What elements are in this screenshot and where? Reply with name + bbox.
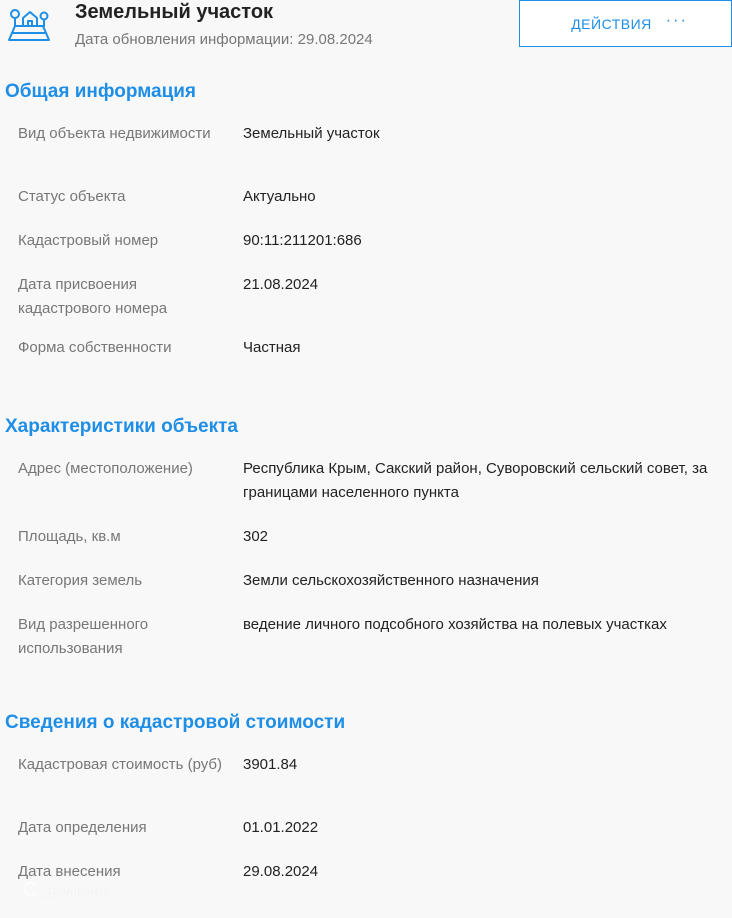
field-label: Категория земель <box>18 572 143 589</box>
watermark <box>22 880 109 902</box>
field-label: Форма собственности <box>18 339 172 356</box>
field-label: Кадастровая стоимость (руб) <box>18 756 223 773</box>
field-value: ведение личного подсобного хозяйства на полевых участках <box>243 616 667 633</box>
actions-button[interactable] <box>519 0 732 47</box>
more-dots-icon: ··· <box>665 11 688 29</box>
field-value: Актуально <box>243 188 316 205</box>
field-value: 3901.84 <box>243 756 298 773</box>
field-value: Республика Крым, Сакский район, Суворовский сельский совет, за границами населенного пункта <box>243 460 708 501</box>
field-label: Адрес (местоположение) <box>18 460 193 477</box>
land-plot-icon <box>6 4 52 44</box>
field-value: 302 <box>243 528 269 545</box>
field-label: Вид объекта недвижимости <box>18 125 211 142</box>
update-date: Дата обновления информации: 29.08.2024 <box>75 31 373 48</box>
field-value: Земельный участок <box>243 125 380 142</box>
field-label: Кадастровый номер <box>18 232 159 249</box>
field-label: Площадь, кв.м <box>18 528 121 545</box>
section-title-characteristics: Характеристики объекта <box>5 416 238 437</box>
actions-button-label: ДЕЙСТВИЯ <box>571 15 652 32</box>
field-label: Дата присвоения кадастрового номера <box>18 276 168 317</box>
field-value: 90:11:211201:686 <box>243 232 362 249</box>
field-label: Статус объекта <box>18 188 126 205</box>
field-label: Дата внесения <box>18 863 121 880</box>
field-value: Земли сельскохозяйственного назначения <box>243 572 539 589</box>
section-title-general: Общая информация <box>5 81 197 102</box>
page-header <box>0 0 732 60</box>
field-label: Вид разрешенного использования <box>18 616 149 657</box>
field-value: 21.08.2024 <box>243 276 319 293</box>
section-title-cadastral-value: Сведения о кадастровой стоимости <box>5 712 346 733</box>
watermark-text: Домклик <box>44 882 109 900</box>
field-value: 29.08.2024 <box>243 863 319 880</box>
field-label: Дата определения <box>18 819 147 836</box>
page-title: Земельный участок <box>75 1 274 23</box>
field-value: 01.01.2022 <box>243 819 319 836</box>
field-value: Частная <box>243 339 301 356</box>
domclick-logo-icon <box>22 880 40 902</box>
